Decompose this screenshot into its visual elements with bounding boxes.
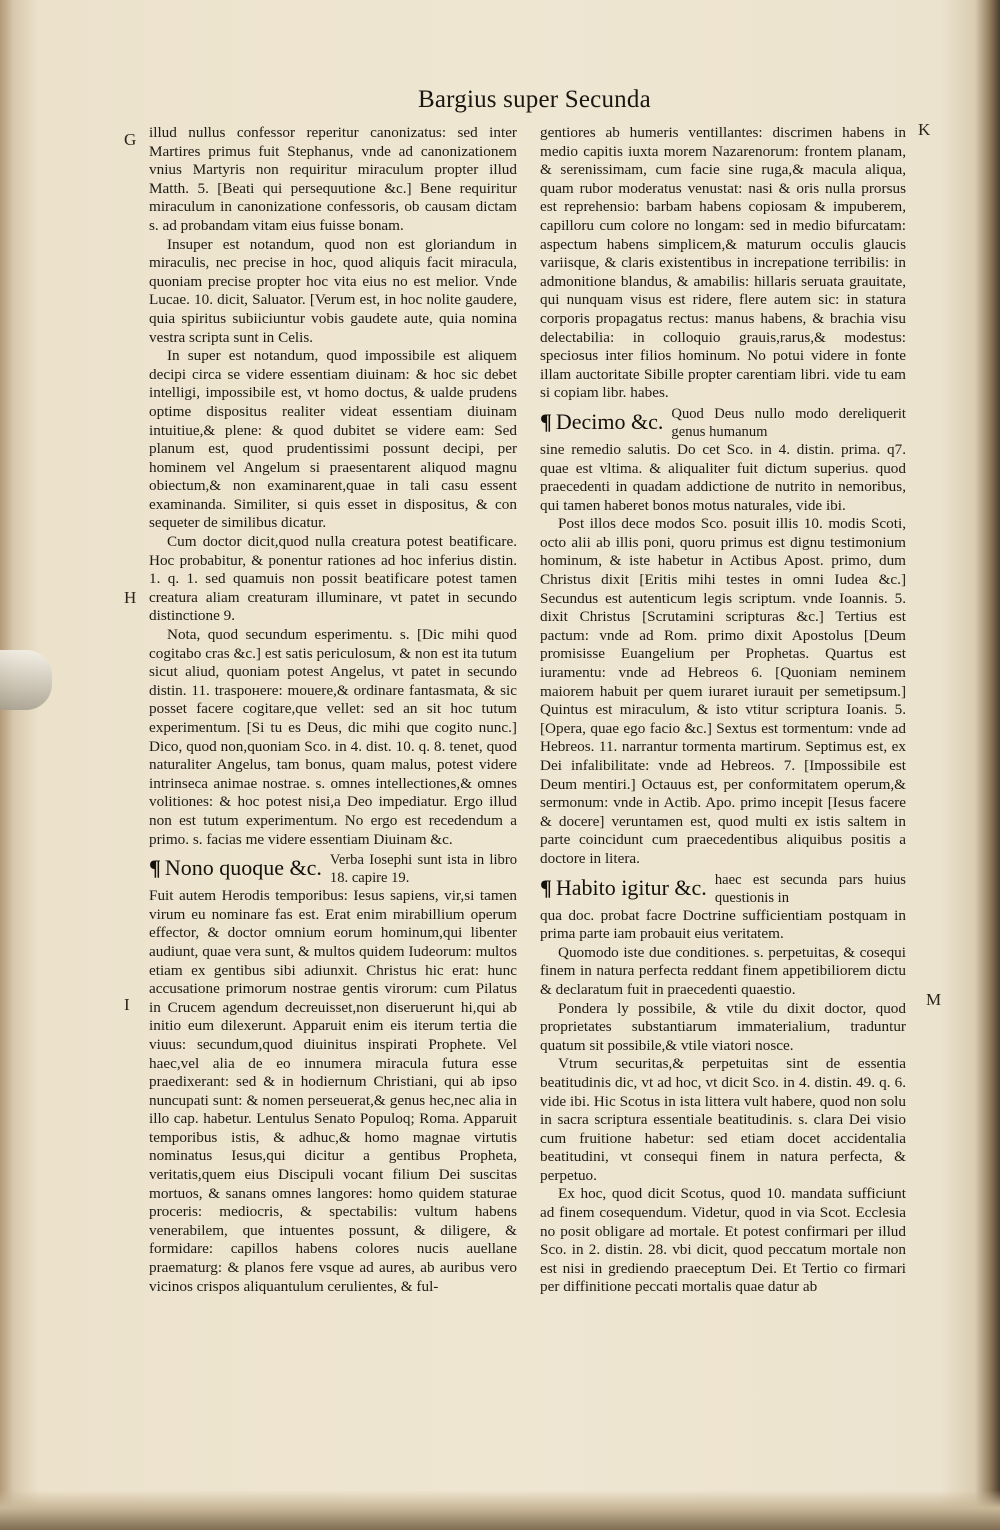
pilcrow-icon: ¶ [540,874,552,900]
left-paragraph-1: illud nullus confessor reperitur canonizatus: sed inter Martires primus fuit Stephanus, vnde ad canonizationem vnius Martyris non requiritur miraculum propter illud Matth. 5. [Beati qui persequutione &c.] Bene requiritur miraculum in canonizatione confessoris, ob causam dictam s. ad probandam vitam eius fuisse bonam. [149,124,517,234]
right-paragraph-4: qua doc. probat facre Doctrine sufficientiam postquam in prima parte iam probauit eius veritatem. [540,906,906,943]
right-column [540,124,906,1297]
margin-letter-k: K [918,120,931,139]
running-title: Bargius super Secunda [418,86,651,113]
section-title [149,855,322,881]
section-title [540,875,707,901]
right-paragraph-2: sine remedio salutis. Do cet Sco. in 4. distin. prima. q7. quae est vltima. & aliqualiter fuit dictum superius. quod praecedenti in quadam addictione de nutrito in nemoribus, qui tamen haberet bonos motus naturales, vide ibi. [540,440,906,514]
left-paragraph-6: Fuit autem Herodis temporibus: Iesus sapiens, vir,si tamen virum eu nominare fas est. Erat enim mirabillium operum effector, & doctor omnium eorum hominum,qui libenter audiunt, quae vera sunt, & multos quidem Iudeorum: multos etiam ex gentibus sibi adiunxit. Christus hic erat: hunc accusatione primorum nostrae gentis virorum: cum Pilatus in Crucem agendum decreuisset,non diseruerunt hi,qui ab initio eum dilexerunt. Apparuit enim eis iterum tertia die viuus: secundum,quod diuinitus inspirati Prophete. Vel haec,vel alia de eo innumera miracula futura esse praedixerant: sed & in hodiernum Christiani, qui ab ipso nuncupati sunt: & nomen perseuerat,& genus hec,nec alia in illo cap. habetur. Lentulus Senato Populoq; Roma. Apparuit temporibus istis, & adhuc,& homo magnae virtutis nominatus Iesus,qui dicitur a gentibus Propheta, veritatis,quem eius Discipuli vocant filium Dei suscitas mortuos, & sanans omnes langores: homo quidem staturae proceris: mediocris, & spectabilis: vultum habens venerabilem, que intuentes possunt, & diligere, & formidare: capillos habens colores nucis auellane praematurg: & planos fere vsque ad aures, ab auribus vero vicinos crispos aliquantulum cerulientes, & ful- [149,887,517,1295]
left-column [149,124,517,1296]
left-paragraph-5: Nota, quod secundum esperimentu. s. [Dic mihi quod cogitabo cras &c.] est satis periculosum, & non est ita tutum sicut aliud, quoniam potest Angelus, vt patet in secundo distin. 11. traspонere: mouere,& ordinare fantasmata, & sic posset facere cogitare,que vellet: sed an sit hoc tutum experimentum. [Si tu es Deus, dic mihi que cogito nunc.] Dico, quod non,quoniam Sco. in 4. dist. 10. q. 8. tenet, quod naturaliter Angelus, tam bonus, quam malus, potest videre intrinseca animae nostrae. s. omnes intellectiones,& omnes volitiones: & hoc potest nisi,a Deo impediatur. Ergo illud non est tutum experimentum. No ergo est recedendum a primo. s. facias me videre essentiam Diuinam &c. [149,626,517,848]
left-paragraph-4: Cum doctor dicit,quod nulla creatura potest beatificare. Hoc probabitur, & ponentur rationes ad hoc inferius distin. 1. q. 1. sed quamuis non possit beatificare potest tamen creatura aliam creaturam illuminare, vt patet in secundo distinctione 9. [149,533,517,625]
section-heading-decimo [540,405,906,441]
right-paragraph-7: Vtrum securitas,& perpetuitas sint de essentia beatitudinis dic, vt ad hoc, vt dicit Sco. in 4. distin. 49. q. 6. vide ibi. Hic Scotus in ista littera vult habere, quod non solu in sacra scriptura essentiale beatitudinis. s. clara Dei visio cum fruitione habetur: sed etiam docet accidentalia beatitudini, vt consequi finem in natura perfecta, & perpetuo. [540,1055,906,1184]
right-paragraph-1: gentiores ab humeris ventillantes: discrimen habens in medio capitis iuxta morem Nazarenorum: frontem planam, & serenissimam, cum facie sine ruga,& macula aliqua, quam rubor moderatus venustat: nasi & oris nulla prorsus est reprehensio: barbam habens copiosam & impuberem, capilloru cum colore no longam: sed in medio bifurcatam: aspectum habens simplicem,& maturum occulis glaucis variisque, & claris existentibus in increpatione terribilis: in admonitione blandus, & amabilis: hillaris seruata grauitate, qui nunquam visus est ridere, flere autem sic: in statura corporis propagatus rectus: manus habens, & brachia visu delectabilia: in colloquio grauis,rarus,& modestus: speciosus inter filios hominum. No potui videre in fonte illam auctoritate Sibille propter carentiam libri. vide tu eam si copiam libr. habes. [540,124,906,402]
section-title [540,409,663,435]
section-heading-habito [540,871,906,907]
left-paragraph-2: Insuper est notandum, quod non est gloriandum in miraculis, nec precise in hoc, quod aliquis facit miracula, quoniam precise propter hoc vita eius no est melior. Vnde Lucae. 10. dicit, Saluator. [Verum est, in hoc nolite gaudere, quia spiritus subiiciuntur vobis gaudete aute, quia nomina vestra scripta sunt in Celis. [149,235,517,346]
page-clip [0,650,52,710]
section-lead-text: Verba Iosephi sunt ista in libro 18. capire 19. [329,852,517,887]
right-paragraph-3: Post illos dece modos Sco. posuit illis 10. modis Scoti, octo alii ab illis poni, quoru primus est dignu testimonium hominum, & iste habetur in Actibus Apost. primo, dum Christus dixit [Eritis mihi testes in omni Iudea &c.] Secundus est autenticum legis scriptum. vnde Ioannis. 5. dixit Christus [Scrutamini scripturas &c.] Tertius est pactum: vnde ad Rom. primo dixit Apostolus [Deum promisisse Euangelium per Prophetas. Quartus est iuramentu: vnde ad Hebreos 6. [Quoniam neminem maiorem habuit per quem iuraret iurauit per semetipsum.] Quintus est miraculum, & isto vtitur scriptura Ioanis. 5. [Opera, quae ego facio &c.] Sextus est tormentum: vnde ad Hebreos. 11. narrantur tormenta martirum. Septimus est, ex Dei infalibilitate: vnde ad Hebreos. 7. [Impossibile est Deum mentiri.] Octauus est, per conformitatem operum,& sermonum: vnde in Actib. Apo. primo incepit [Iesus facere & docere] veruntamen est, quod multi ex istis saltem in parte coincidunt cum praecedentibus aliquibus positis a doctore in litera. [540,515,906,867]
section-lead-text: Quod Deus nullo modo dereliquerit genus humanum [671,405,906,440]
section-lead-text: haec est secunda pars huius questionis in [714,871,906,906]
margin-letter-h: H [124,588,137,607]
pilcrow-icon: ¶ [540,408,552,434]
left-paragraph-3: In super est notandum, quod impossibile est aliquem decipi circa se videre essentiam diuinam: & hoc sic debet intelligi, impossibile est, vt homo doctus, & ualde prudens optime dispositus realiter videat essentiam diuinam intuitiue,& plene: & quod dubitet se videre eam: Sed planum est, quod prudentissimi possunt decipi, per hominem vel Angelum si praesentarent aliquod magnu obiectum,& non examinarent,quae in tali casu essent examinanda. Similiter, si quis esset in dispositus, & con sequeter de similibus dicatur. [149,347,517,532]
margin-letter-m: M [926,990,942,1009]
pilcrow-icon: ¶ [149,855,161,881]
section-title-text: Habito igitur &c. [555,874,707,900]
section-title-text: Decimo &c. [555,408,664,434]
section-heading-nono [149,851,517,887]
page-bottom-edge [0,1490,1000,1530]
right-paragraph-8: Ex hoc, quod dicit Scotus, quod 10. mandata sufficiunt ad finem cosequendum. Videtur, quod in via Scot. Ecclesia no posit obligare ad mortale. Et potest confirmari per illud Sco. in 2. distin. 28. vbi dicit, quod peccatum mortale non est nisi in grediendo praeceptum Dei. Et Tertio co firmari per diffinitione peccati mortalis quae datur ab [540,1185,906,1296]
right-paragraph-6: Pondera ly possibile, & vtile du dixit doctor, quod proprietates substantiarum immaterialium, traduntur quatum sit possibile,& vtile viatori nosce. [540,999,906,1054]
right-paragraph-5: Quomodo iste due conditiones. s. perpetuitas, & cosequi finem in natura perfecta reddant finem appetibiliorem dictu & declaratum fuit in praecedenti quaestio. [540,943,906,998]
section-title-text: Nono quoque &c. [164,855,322,881]
margin-letter-g: G [124,130,137,149]
margin-letter-i: I [124,995,130,1014]
